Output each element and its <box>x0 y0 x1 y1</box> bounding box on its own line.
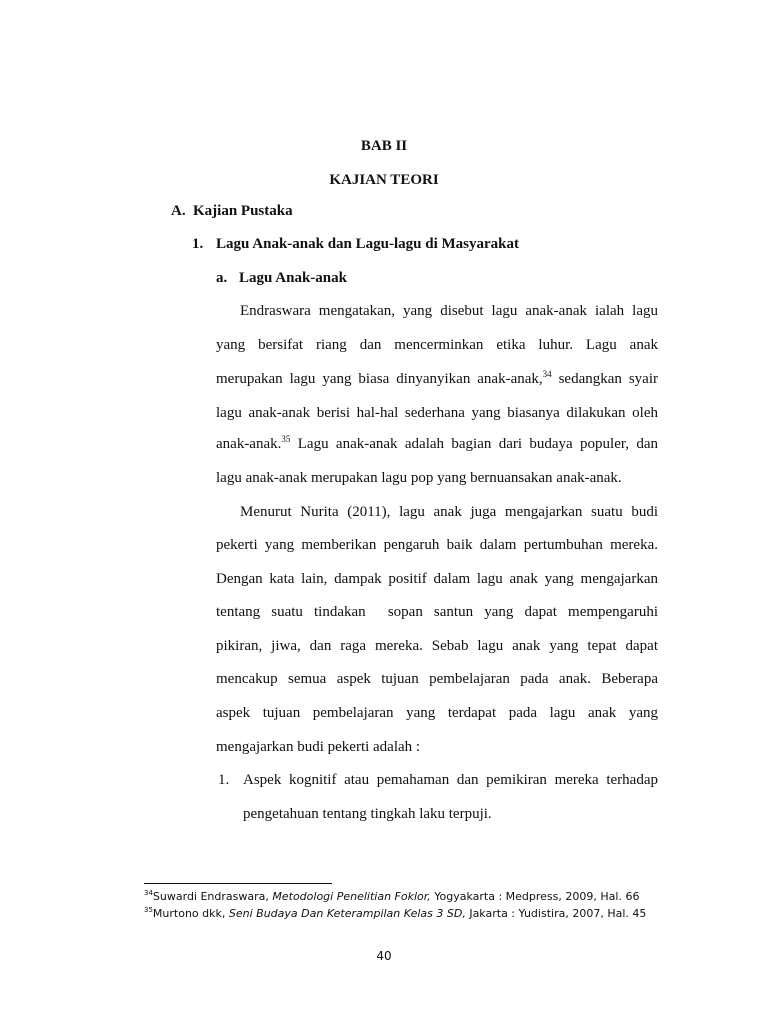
paragraph-line: lagu anak-anak merupakan lagu pop yang bernuansakan anak-anak. <box>216 470 622 486</box>
footnote-ref: 35 <box>281 434 291 444</box>
footnote-rest: Jakarta : Yudistira, 2007, Hal. 45 <box>465 907 647 920</box>
footnote <box>144 907 646 920</box>
paragraph-line <box>216 436 658 453</box>
subsubsection-marker: a. <box>216 270 228 286</box>
list-item-line: Aspek kognitif atau pemahaman dan pemikiran mereka terhadap <box>243 772 658 788</box>
paragraph-line: mengajarkan budi pekerti adalah : <box>216 739 421 755</box>
footnote-number: 34 <box>144 889 153 897</box>
paragraph-line: tentang suatu tindakan sopan santun yang dapat mempengaruhi <box>216 604 658 620</box>
paragraph-line <box>216 371 658 388</box>
paragraph-line: Endraswara mengatakan, yang disebut lagu anak-anak ialah lagu <box>240 303 658 319</box>
paragraph-text: sedangkan syair <box>558 371 658 387</box>
paragraph-text: Lagu anak-anak adalah bagian dari budaya populer, dan <box>297 436 659 452</box>
paragraph-line: Menurut Nurita (2011), lagu anak juga mengajarkan suatu budi <box>240 504 658 520</box>
paragraph-line: mencakup semua aspek tujuan pembelajaran pada anak. Beberapa <box>216 671 658 687</box>
paragraph-text: anak-anak. <box>216 436 282 452</box>
paragraph-line: pikiran, jiwa, dan raga mereka. Sebab lagu anak yang tepat dapat <box>216 638 658 654</box>
footnote-rest: Yogyakarta : Medpress, 2009, Hal. 66 <box>430 890 640 903</box>
paragraph-line: lagu anak-anak berisi hal-hal sederhana yang biasanya dilakukan oleh <box>216 405 658 421</box>
paragraph-line: aspek tujuan pembelajaran yang terdapat pada lagu anak yang <box>216 705 658 721</box>
footnote <box>144 890 639 903</box>
subsection-marker: 1. <box>192 236 204 252</box>
footnote-title: Metodologi Penelitian Foklor, <box>272 890 431 903</box>
list-item-marker: 1. <box>218 772 230 788</box>
footnote-number: 35 <box>144 906 153 914</box>
section-title: Kajian Pustaka <box>193 203 293 219</box>
paragraph-line: pekerti yang memberikan pengaruh baik dalam pertumbuhan mereka. <box>216 537 658 553</box>
footnote-title: Seni Budaya Dan Keterampilan Kelas 3 SD, <box>228 907 466 920</box>
subsection-title: Lagu Anak-anak dan Lagu-lagu di Masyarakat <box>216 236 520 252</box>
chapter-label: BAB II <box>360 138 408 154</box>
footnote-divider <box>144 883 332 884</box>
section-marker: A. <box>171 203 186 219</box>
chapter-title: KAJIAN TEORI <box>329 172 439 188</box>
footnote-ref: 34 <box>542 369 552 379</box>
paragraph-line: Dengan kata lain, dampak positif dalam lagu anak yang mengajarkan <box>216 571 658 587</box>
footnote-author: Murtono dkk, <box>152 907 229 920</box>
subsubsection-title: Lagu Anak-anak <box>239 270 347 286</box>
footnote-author: Suwardi Endraswara, <box>152 890 273 903</box>
paragraph-text: merupakan lagu yang biasa dinyanyikan anak-anak, <box>216 371 543 387</box>
page-number: 40 <box>376 949 392 963</box>
list-item-line: pengetahuan tentang tingkah laku terpuji. <box>243 806 492 822</box>
paragraph-line: yang bersifat riang dan mencerminkan etika luhur. Lagu anak <box>216 337 658 353</box>
